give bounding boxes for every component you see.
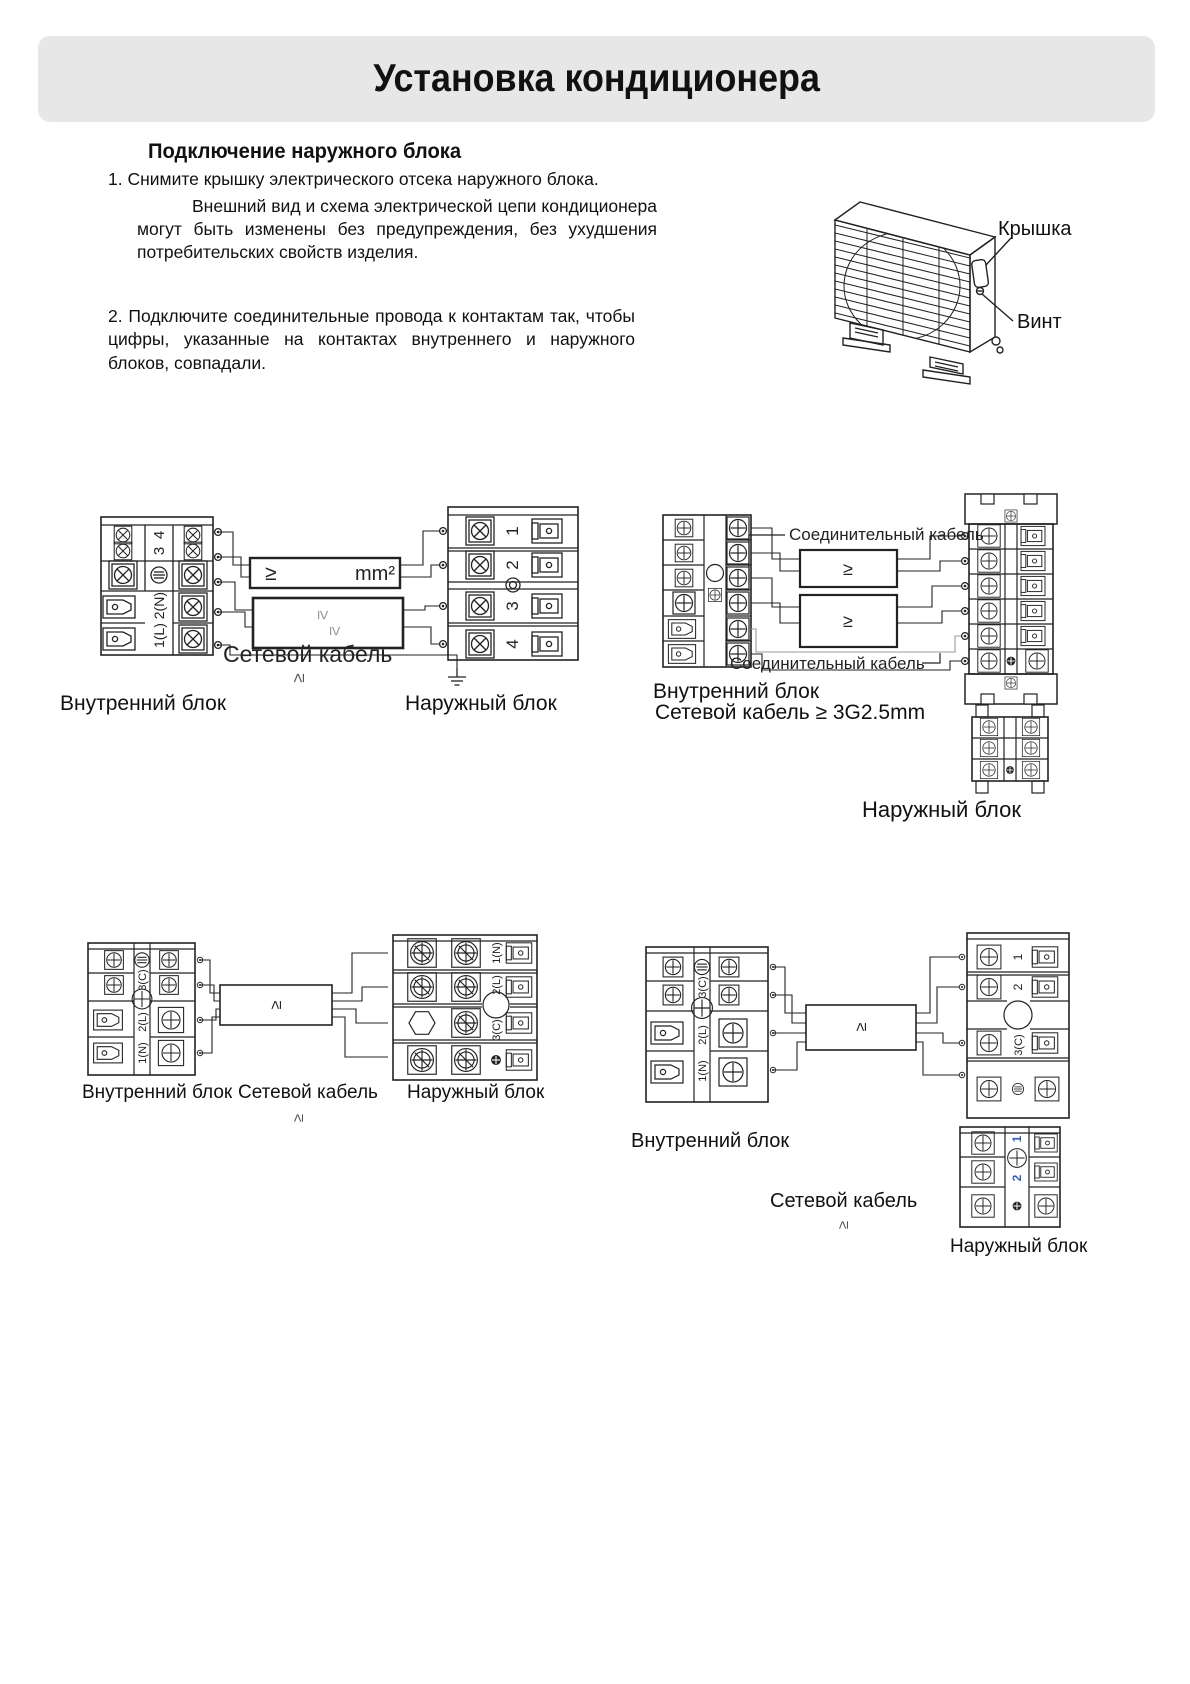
connector-lug-icon [532,632,562,656]
connector-lug-icon [1021,551,1045,570]
terminal-label: 4 [503,639,522,649]
step-1-text: 1. Снимите крышку электрического отсека наружного блока. [108,169,599,189]
screw-icon [1035,1077,1059,1101]
terminal-label: 1 [1010,1135,1024,1143]
wire [332,987,388,1001]
cover-label: Крышка [998,218,1072,240]
diagram1-connecting-cable-box [250,558,400,588]
screw-icon [452,973,481,1002]
connector-lug-icon [532,553,562,577]
connector-lug-icon [1032,1033,1058,1053]
screw-icon [109,561,137,589]
screw-icon [105,976,124,995]
gte-symbol: ≥ [843,611,853,631]
screw-icon [719,1058,747,1086]
outdoor-unit-label: Наружный блок [950,1236,1088,1257]
ground-icon [135,953,149,967]
power-cable-label: Сетевой кабель [238,1082,378,1103]
ground-icon [694,959,709,974]
wire [773,995,806,1023]
screw-icon [972,1161,994,1183]
screw-icon [663,957,683,977]
wire [218,612,253,627]
indoor-unit-label: Внутренний блок [60,692,227,715]
wire-stub-icon [440,603,447,610]
screw-icon [1022,761,1039,778]
screw-icon [1035,1195,1057,1217]
wire-size-unit: mm² [355,563,395,585]
gte-symbol: ≥ [290,1113,307,1123]
screw-icon [980,718,997,735]
screw-icon [719,1019,747,1047]
screw-icon [978,650,1000,672]
connecting-cable-label-bottom: Соединительный кабель [730,654,925,673]
gte-symbol: ≥ [326,626,345,636]
screw-icon [408,939,437,968]
wire-stub-icon [959,954,964,959]
page-header [38,36,1155,122]
terminal-label: 2 [503,560,522,570]
terminal-label: 1(N) [491,942,503,964]
connector-lug-icon [668,620,695,639]
diagram3-indoor-terminal-block [88,943,195,1075]
diagram4-wires [773,957,962,1075]
terminal-label: 3(C) [697,976,709,998]
terminal-label: 4 [151,530,168,540]
screw-icon [179,561,207,589]
wiring-diagram-1 [55,465,595,720]
diagram3-outdoor-terminal-block [393,935,537,1080]
wire [751,553,800,571]
grommet-icon [1004,1001,1032,1029]
wiring-diagram-2 [600,455,1185,830]
wire-stub-icon [440,528,447,535]
connector-lug-icon [651,1022,683,1044]
wire [897,586,965,607]
unit-foot-icon [843,323,970,384]
screw-icon [972,1132,994,1154]
ground-screw-icon [132,989,152,1009]
terminal-label: 1 [1011,953,1025,961]
wire [403,627,443,644]
terminal-label: 2(L) [697,1025,709,1045]
connector-lug-icon [651,1061,683,1083]
wire [897,561,965,571]
wire-stub-icon [962,583,969,590]
section-heading: Подключение наружного блока [148,140,462,163]
screw-icon [978,550,1000,572]
diagram2-indoor-terminal-block [663,515,751,667]
wire-stub-icon [959,1072,964,1077]
power-cable-label: Сетевой кабель ≥ 3G2.5mm [655,701,926,724]
wire [773,967,806,1013]
wire [773,1042,806,1070]
screw-icon [452,1046,481,1075]
screw-icon [978,575,1000,597]
terminal-label: 1(N) [137,1042,149,1064]
screw-icon [727,542,749,564]
screw-icon [158,1040,183,1065]
screw-icon [1026,650,1048,672]
ground-icon [448,668,466,685]
screw-icon [675,569,693,587]
grommet-icon [506,578,520,592]
connector-lug-icon [94,1043,123,1063]
screw-icon [663,985,683,1005]
terminal-label: 1(N) [697,1060,709,1082]
screw-icon [977,1077,1001,1101]
diagram1-indoor-terminal-block [101,517,213,655]
ground-icon [1013,1202,1022,1211]
pipe-fitting-icon [992,337,1000,345]
screw-icon [675,544,693,562]
wire [400,531,443,565]
connector-lug-icon [506,943,532,963]
note-paragraph: Внешний вид и схема электрической цепи кондиционера могут быть изменены без предупреждения, без ухудшения потребительских свойств изделия. [137,196,657,262]
power-cable-label: Сетевой кабель [223,641,393,667]
screw-icon [160,976,179,995]
terminal-label: 1 [503,526,522,536]
ground-screw-icon [1008,1149,1027,1168]
screw-icon [114,526,132,544]
wire [218,582,253,610]
screw-label: Винт [1017,311,1062,333]
terminal-label: 2(L) [491,975,503,995]
connector-lug-icon [506,977,532,997]
screw-icon [977,975,1001,999]
wire-stub-icon [959,984,964,989]
hex-nut-icon [409,1012,435,1035]
wire-stub-icon [962,658,969,665]
terminal-label: 2 [1010,1174,1024,1182]
wire [916,1042,962,1075]
screw-icon [977,1031,1001,1055]
screw-icon [466,517,494,545]
wire [200,1017,220,1053]
grommet-icon [707,565,724,582]
page-title: Установка кондиционера [373,57,820,100]
connector-lug-icon [1021,526,1045,545]
wire-stub-icon [440,562,447,569]
connector-lug-icon [1021,626,1045,645]
connector-lug-icon [1032,947,1058,967]
wire [403,606,443,610]
connector-lug-icon [668,645,695,664]
wiring-diagram-4 [585,875,1185,1260]
diagram4-outdoor-terminal-block [967,933,1069,1118]
screw-icon [719,957,739,977]
gte-symbol: ≥ [289,673,308,683]
screw-icon [980,739,997,756]
screw-icon [673,592,695,614]
wire [218,532,250,565]
gte-symbol: ≥ [853,1022,870,1032]
screw-icon [675,519,693,537]
ground-screw-icon [692,998,713,1019]
outdoor-unit-label: Наружный блок [405,692,557,715]
wire [218,557,250,577]
wire-stub-icon [962,558,969,565]
screw-icon [1005,677,1017,689]
step-2-text: 2. Подключите соединительные провода к контактам так, чтобы цифры, указанные на контактах внутреннего и наружного блоков, совпадали. [108,306,635,373]
connector-lug-icon [506,1013,532,1033]
screw-icon [160,951,179,970]
screw-icon [978,600,1000,622]
connector-lug-icon [506,1050,532,1070]
wire [897,611,965,623]
screw-icon [408,1046,437,1075]
terminal-label: 3(C) [137,969,149,991]
connector-lug-icon [532,519,562,543]
wire [751,603,800,623]
screw-icon [980,761,997,778]
wire [200,960,220,993]
gte-symbol: ≥ [835,1220,852,1230]
screw-icon [1022,718,1039,735]
ground-screw-icon [708,588,721,601]
wire [916,957,962,1013]
pipe-fitting-icon [997,347,1003,353]
wire [751,629,965,652]
screw-leader-line [982,294,1013,321]
terminal-label: 2(L) [137,1012,149,1032]
gte-symbol: ≥ [843,559,853,579]
screw-icon [727,592,749,614]
wire [200,1009,220,1020]
connector-lug-icon [103,628,135,650]
screw-icon [184,542,202,560]
connector-lug-icon [1021,576,1045,595]
screw-icon [158,1007,183,1032]
screw-icon [408,973,437,1002]
connecting-cable-label-top: Соединительный кабель [789,525,984,544]
screw-icon [977,945,1001,969]
power-cable-label: Сетевой кабель [770,1190,918,1212]
ground-icon [1006,766,1014,774]
outdoor-unit-label: Наружный блок [862,797,1021,822]
screw-icon [727,618,749,640]
terminal-label: 3(C) [491,1019,503,1041]
screw-icon [972,1195,994,1217]
connector-lug-icon [94,1010,123,1030]
screw-icon [727,567,749,589]
connector-lug-icon [1021,601,1045,620]
terminal-label: 3 [503,601,522,611]
wire-stub-icon [440,641,447,648]
diagram3-wires [200,953,388,1057]
wire [400,565,443,577]
screw-icon [978,625,1000,647]
diagram1-outdoor-terminal-block [448,507,578,660]
wire [916,987,962,1023]
screw-icon [719,985,739,1005]
screw-icon [727,517,749,539]
screw-icon [1022,739,1039,756]
diagram2-outdoor-small-block [972,705,1048,793]
diagram4-outdoor-small-block [960,1127,1060,1227]
connector-lug-icon [103,596,135,618]
wire-stub-icon [962,633,969,640]
screw-icon [452,1009,481,1038]
grommet-icon [483,992,509,1018]
gte-symbol: ≥ [314,610,333,620]
screw-icon [114,542,132,560]
outdoor-unit-label: Наружный блок [407,1082,545,1103]
screw-icon [466,592,494,620]
terminal-label: 3(C) [1013,1034,1025,1056]
connector-lug-icon [532,594,562,618]
wire-stub-icon [959,1040,964,1045]
screw-icon [184,526,202,544]
indoor-unit-label: Внутренний блок [631,1130,790,1152]
screw-icon [466,551,494,579]
ground-icon [151,567,167,583]
connector-lug-icon [1035,1163,1058,1181]
screw-icon [179,625,207,653]
screw-icon [452,939,481,968]
ground-icon [1012,1083,1023,1094]
gte-symbol: ≥ [265,562,277,585]
wiring-diagram-3 [70,875,545,1140]
terminal-label: 1(L) 2(N) [151,591,167,649]
screw-icon [105,951,124,970]
ground-icon [491,1055,501,1065]
screw-icon [466,630,494,658]
outdoor-unit-illustration [755,175,1175,385]
screw-icon [1005,510,1017,522]
label-leader-line [922,653,940,663]
connector-lug-icon [1035,1134,1058,1152]
wire-stub-icon [962,608,969,615]
indoor-unit-label: Внутренний блок [653,680,820,703]
indoor-unit-label: Внутренний блок [82,1082,233,1103]
connector-lug-icon [1032,977,1058,997]
terminal-label: 2 [1011,983,1025,991]
ground-icon [1007,657,1016,666]
diagram4-indoor-terminal-block [646,947,768,1102]
terminal-label: 3 [151,546,168,556]
cover-leader-line [986,238,1011,265]
wire [332,1009,388,1023]
screw-icon [179,593,207,621]
gte-symbol: ≥ [268,1000,285,1010]
